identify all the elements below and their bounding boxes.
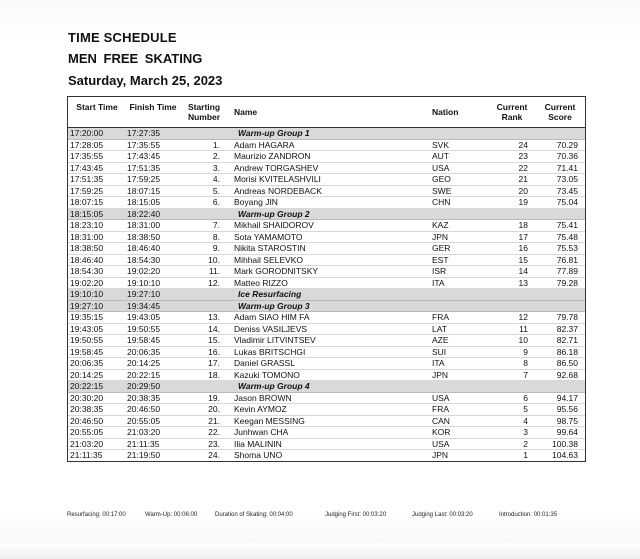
starting-number-cell: 22. [208, 427, 220, 437]
score-cell: 82.37 [556, 323, 578, 334]
score-cell: 86.18 [556, 346, 578, 357]
finish-time-cell: 21:03:20 [127, 427, 161, 437]
skater-name-cell: Adam HAGARA [234, 139, 295, 150]
score-cell: 75.53 [556, 243, 578, 253]
start-time-cell: 18:15:05 [70, 208, 104, 219]
finish-time-cell: 18:46:40 [127, 243, 161, 253]
skater-name-cell: Maurizio ZANDRON [234, 151, 311, 161]
skater-name-cell: Ilia MALININ [234, 438, 282, 449]
finish-time-cell: 17:51:35 [127, 162, 161, 173]
finish-time-cell: 20:22:15 [127, 369, 161, 380]
footer-introduction: Introduction: 00:01:35 [499, 512, 558, 518]
start-time-cell: 17:35:55 [70, 151, 104, 161]
footer-judging-last: Judging Last: 00:03:20 [412, 512, 473, 518]
skater-name-cell: Nikita STAROSTIN [234, 243, 306, 253]
event-date: Saturday, March 25, 2023 [68, 73, 223, 88]
start-time-cell: 19:43:05 [70, 323, 104, 334]
start-time-cell: 18:38:50 [70, 243, 104, 253]
table-row [68, 220, 585, 232]
nation-cell: LAT [432, 323, 447, 334]
nation-cell: ITA [432, 358, 445, 368]
finish-time-cell: 19:10:10 [127, 277, 161, 288]
skater-name-cell: Mihhail SELEVKO [234, 254, 303, 265]
starting-number-cell: 6. [212, 197, 220, 207]
event-title: MEN FREE SKATING [68, 51, 203, 66]
starting-number-cell: 15. [208, 335, 220, 345]
starting-number-cell: 17. [208, 358, 220, 368]
start-time-cell: 17:20:00 [70, 128, 104, 138]
finish-time-cell: 20:55:05 [127, 415, 161, 426]
score-cell: 98.75 [556, 415, 578, 426]
nation-cell: KOR [432, 427, 451, 437]
starting-number-cell: 21. [208, 415, 220, 426]
score-cell: 100.38 [552, 438, 578, 449]
finish-time-cell: 17:35:55 [127, 139, 161, 150]
nation-cell: AUT [432, 151, 449, 161]
nation-cell: KAZ [432, 220, 449, 230]
rank-cell: 6 [523, 392, 528, 403]
rank-cell: 23 [518, 151, 528, 161]
finish-time-cell: 19:50:55 [127, 323, 161, 334]
skater-name-cell: Jason BROWN [234, 392, 292, 403]
finish-time-cell: 18:31:00 [127, 220, 161, 230]
finish-time-cell: 20:29:50 [127, 381, 161, 391]
nation-cell: FRA [432, 404, 449, 414]
start-time-cell: 19:02:20 [70, 277, 104, 288]
start-time-cell: 21:03:20 [70, 438, 104, 449]
starting-number-cell: 23. [208, 438, 220, 449]
rank-cell: 12 [518, 312, 528, 322]
rank-cell: 10 [518, 335, 528, 345]
score-cell: 76.81 [556, 254, 578, 265]
score-cell: 99.64 [556, 427, 578, 437]
rank-cell: 9 [523, 346, 528, 357]
skater-name-cell: Kazuki TOMONO [234, 369, 300, 380]
finish-time-cell: 18:22:40 [127, 208, 161, 219]
col-name: Name [234, 107, 258, 117]
score-cell: 79.28 [556, 277, 578, 288]
finish-time-cell: 18:15:05 [127, 197, 161, 207]
nation-cell: ITA [432, 277, 445, 288]
start-time-cell: 19:35:15 [70, 312, 104, 322]
finish-time-cell: 19:34:45 [127, 300, 161, 311]
table-row [68, 255, 585, 267]
starting-number-cell: 19. [208, 392, 220, 403]
rank-cell: 2 [523, 438, 528, 449]
start-time-cell: 17:28:05 [70, 139, 104, 150]
starting-number-cell: 2. [212, 151, 220, 161]
table-row [68, 140, 585, 152]
table-header [68, 97, 585, 128]
starting-number-cell: 9. [212, 243, 220, 253]
skater-name-cell: Boyang JIN [234, 197, 278, 207]
skater-name-cell: Sota YAMAMOTO [234, 231, 303, 242]
finish-time-cell: 18:38:50 [127, 231, 161, 242]
start-time-cell: 18:23:10 [70, 220, 104, 230]
rank-cell: 11 [519, 323, 528, 334]
table-row [68, 243, 585, 255]
table-row [68, 174, 585, 186]
start-time-cell: 20:14:25 [70, 369, 104, 380]
skater-name-cell: Matteo RIZZO [234, 277, 288, 288]
skater-name-cell: Morisi KVITELASHVILI [234, 174, 321, 184]
score-cell: 71.41 [556, 162, 578, 173]
group-row [68, 381, 585, 393]
start-time-cell: 20:22:15 [70, 381, 104, 391]
nation-cell: USA [432, 438, 450, 449]
group-label-cell: Warm-up Group 4 [238, 381, 310, 391]
table-row [68, 151, 585, 163]
start-time-cell: 18:46:40 [70, 254, 104, 265]
table-row [68, 393, 585, 405]
skater-name-cell: Junhwan CHA [234, 427, 289, 437]
schedule-table [67, 96, 586, 462]
skater-name-cell: Vladimir LITVINTSEV [234, 335, 316, 345]
nation-cell: USA [432, 392, 450, 403]
group-row [68, 301, 585, 313]
group-label-cell: Ice Resurfacing [238, 289, 302, 299]
rank-cell: 1 [523, 450, 528, 460]
starting-number-cell: 12. [208, 277, 220, 288]
table-row [68, 197, 585, 209]
table-row [68, 232, 585, 244]
nation-cell: SVK [432, 139, 450, 150]
start-time-cell: 19:58:45 [70, 346, 104, 357]
score-cell: 95.56 [556, 404, 578, 414]
starting-number-cell: 20. [208, 404, 220, 414]
nation-cell: SWE [432, 185, 452, 196]
start-time-cell: 17:51:35 [70, 174, 104, 184]
start-time-cell: 18:07:15 [70, 197, 104, 207]
nation-cell: AZE [432, 335, 449, 345]
rank-cell: 5 [523, 404, 528, 414]
finish-time-cell: 20:14:25 [127, 358, 161, 368]
starting-number-cell: 13. [208, 312, 220, 322]
start-time-cell: 19:27:10 [70, 300, 104, 311]
group-row [68, 209, 585, 221]
nation-cell: CAN [432, 415, 450, 426]
table-row [68, 404, 585, 416]
skater-name-cell: Lukas BRITSCHGI [234, 346, 306, 357]
score-cell: 73.05 [556, 174, 578, 184]
start-time-cell: 17:59:25 [70, 185, 104, 196]
schedule-rows [68, 128, 585, 461]
skater-name-cell: Keegan MESSING [234, 415, 305, 426]
nation-cell: FRA [432, 312, 449, 322]
finish-time-cell: 19:58:45 [127, 335, 161, 345]
nation-cell: EST [432, 254, 449, 265]
rank-cell: 22 [518, 162, 528, 173]
footer-resurfacing: Resurfacing: 00:17:00 [67, 512, 126, 518]
score-cell: 73.45 [556, 185, 578, 196]
finish-time-cell: 21:11:35 [127, 438, 160, 449]
finish-time-cell: 21:19:50 [127, 450, 161, 460]
table-row [68, 312, 585, 324]
rank-cell: 19 [518, 197, 528, 207]
skater-name-cell: Andrew TORGASHEV [234, 162, 319, 173]
nation-cell: JPN [432, 231, 449, 242]
group-label-cell: Warm-up Group 2 [238, 208, 310, 219]
start-time-cell: 19:10:10 [70, 289, 104, 299]
starting-number-cell: 18. [208, 369, 220, 380]
table-row [68, 266, 585, 278]
group-row [68, 289, 585, 301]
score-cell: 104.63 [552, 450, 578, 460]
score-cell: 75.48 [556, 231, 578, 242]
skater-name-cell: Kevin AYMOZ [234, 404, 287, 414]
starting-number-cell: 7. [212, 220, 220, 230]
start-time-cell: 18:31:00 [70, 231, 104, 242]
skater-name-cell: Daniel GRASSL [234, 358, 295, 368]
rank-cell: 16 [518, 243, 528, 253]
finish-time-cell: 19:27:10 [127, 289, 161, 299]
score-cell: 79.78 [556, 312, 578, 322]
finish-time-cell: 17:59:25 [127, 174, 161, 184]
score-cell: 75.41 [556, 220, 578, 230]
table-row [68, 278, 585, 290]
finish-time-cell: 20:38:35 [127, 392, 161, 403]
score-cell: 92.68 [556, 369, 578, 380]
score-cell: 82.71 [556, 335, 578, 345]
score-cell: 86.50 [556, 358, 578, 368]
document-title: TIME SCHEDULE [68, 30, 177, 45]
nation-cell: SUI [432, 346, 447, 357]
footer-warmup: Warm-Up: 00:06:00 [145, 512, 198, 518]
table-row [68, 324, 585, 336]
starting-number-cell: 3. [212, 162, 220, 173]
rank-cell: 3 [523, 427, 528, 437]
table-row [68, 416, 585, 428]
start-time-cell: 19:50:55 [70, 335, 104, 345]
bottom-shadow [0, 543, 640, 559]
skater-name-cell: Deniss VASILJEVS [234, 323, 308, 334]
nation-cell: GER [432, 243, 451, 253]
score-cell: 94.17 [556, 392, 578, 403]
finish-time-cell: 20:46:50 [127, 404, 161, 414]
score-cell: 70.29 [556, 139, 578, 150]
finish-time-cell: 19:43:05 [127, 312, 161, 322]
table-row [68, 347, 585, 359]
skater-name-cell: Andreas NORDEBACK [234, 185, 322, 196]
table-row [68, 358, 585, 370]
skater-name-cell: Shoma UNO [234, 450, 283, 460]
score-cell: 70.36 [556, 151, 578, 161]
rank-cell: 17 [518, 231, 528, 242]
starting-number-cell: 10. [208, 254, 220, 265]
footer-judging-first: Judging First: 00:03:20 [325, 512, 387, 518]
finish-time-cell: 18:07:15 [127, 185, 161, 196]
start-time-cell: 20:06:35 [70, 358, 104, 368]
nation-cell: USA [432, 162, 450, 173]
rank-cell: 8 [523, 358, 528, 368]
starting-number-cell: 4. [212, 174, 220, 184]
rank-cell: 20 [518, 185, 528, 196]
skater-name-cell: Mikhail SHAIDOROV [234, 220, 314, 230]
col-nation: Nation [432, 107, 459, 117]
skater-name-cell: Adam SIAO HIM FA [234, 312, 310, 322]
table-row [68, 335, 585, 347]
rank-cell: 24 [518, 139, 528, 150]
start-time-cell: 20:30:20 [70, 392, 104, 403]
start-time-cell: 18:54:30 [70, 266, 104, 276]
table-row [68, 163, 585, 175]
finish-time-cell: 19:02:20 [127, 266, 161, 276]
starting-number-cell: 14. [208, 323, 220, 334]
starting-number-cell: 5. [212, 185, 220, 196]
col-current-rank: Current Rank [496, 102, 528, 122]
finish-time-cell: 18:54:30 [127, 254, 161, 265]
col-finish-time: Finish Time [129, 102, 177, 112]
col-start-time: Start Time [76, 102, 118, 112]
nation-cell: GEO [432, 174, 451, 184]
col-current-score: Current Score [544, 102, 576, 122]
group-label-cell: Warm-up Group 3 [238, 300, 310, 311]
skater-name-cell: Mark GORODNITSKY [234, 266, 319, 276]
finish-time-cell: 17:27:35 [127, 128, 161, 138]
rank-cell: 18 [518, 220, 528, 230]
starting-number-cell: 11. [208, 266, 220, 276]
nation-cell: ISR [432, 266, 447, 276]
start-time-cell: 20:55:05 [70, 427, 104, 437]
rank-cell: 21 [518, 174, 528, 184]
col-starting-number: Starting Number [187, 102, 221, 122]
table-row [68, 427, 585, 439]
table-row [68, 450, 585, 461]
group-row [68, 128, 585, 140]
start-time-cell: 21:11:35 [70, 450, 103, 460]
rank-cell: 4 [523, 415, 528, 426]
finish-time-cell: 17:43:45 [127, 151, 161, 161]
rank-cell: 15 [518, 254, 528, 265]
table-row [68, 186, 585, 198]
rank-cell: 13 [518, 277, 528, 288]
start-time-cell: 20:46:50 [70, 415, 104, 426]
score-cell: 77.89 [556, 266, 578, 276]
start-time-cell: 20:38:35 [70, 404, 104, 414]
nation-cell: CHN [432, 197, 451, 207]
starting-number-cell: 8. [212, 231, 220, 242]
footer-duration: Duration of Skating: 00:04:00 [215, 512, 293, 518]
starting-number-cell: 1. [212, 139, 220, 150]
score-cell: 75.04 [556, 197, 578, 207]
rank-cell: 7 [523, 369, 528, 380]
starting-number-cell: 16. [208, 346, 220, 357]
nation-cell: JPN [432, 450, 449, 460]
group-label-cell: Warm-up Group 1 [238, 128, 310, 138]
table-row [68, 370, 585, 382]
finish-time-cell: 20:06:35 [127, 346, 161, 357]
start-time-cell: 17:43:45 [70, 162, 104, 173]
starting-number-cell: 24. [208, 450, 220, 460]
table-row [68, 439, 585, 451]
rank-cell: 14 [518, 266, 528, 276]
nation-cell: JPN [432, 369, 449, 380]
